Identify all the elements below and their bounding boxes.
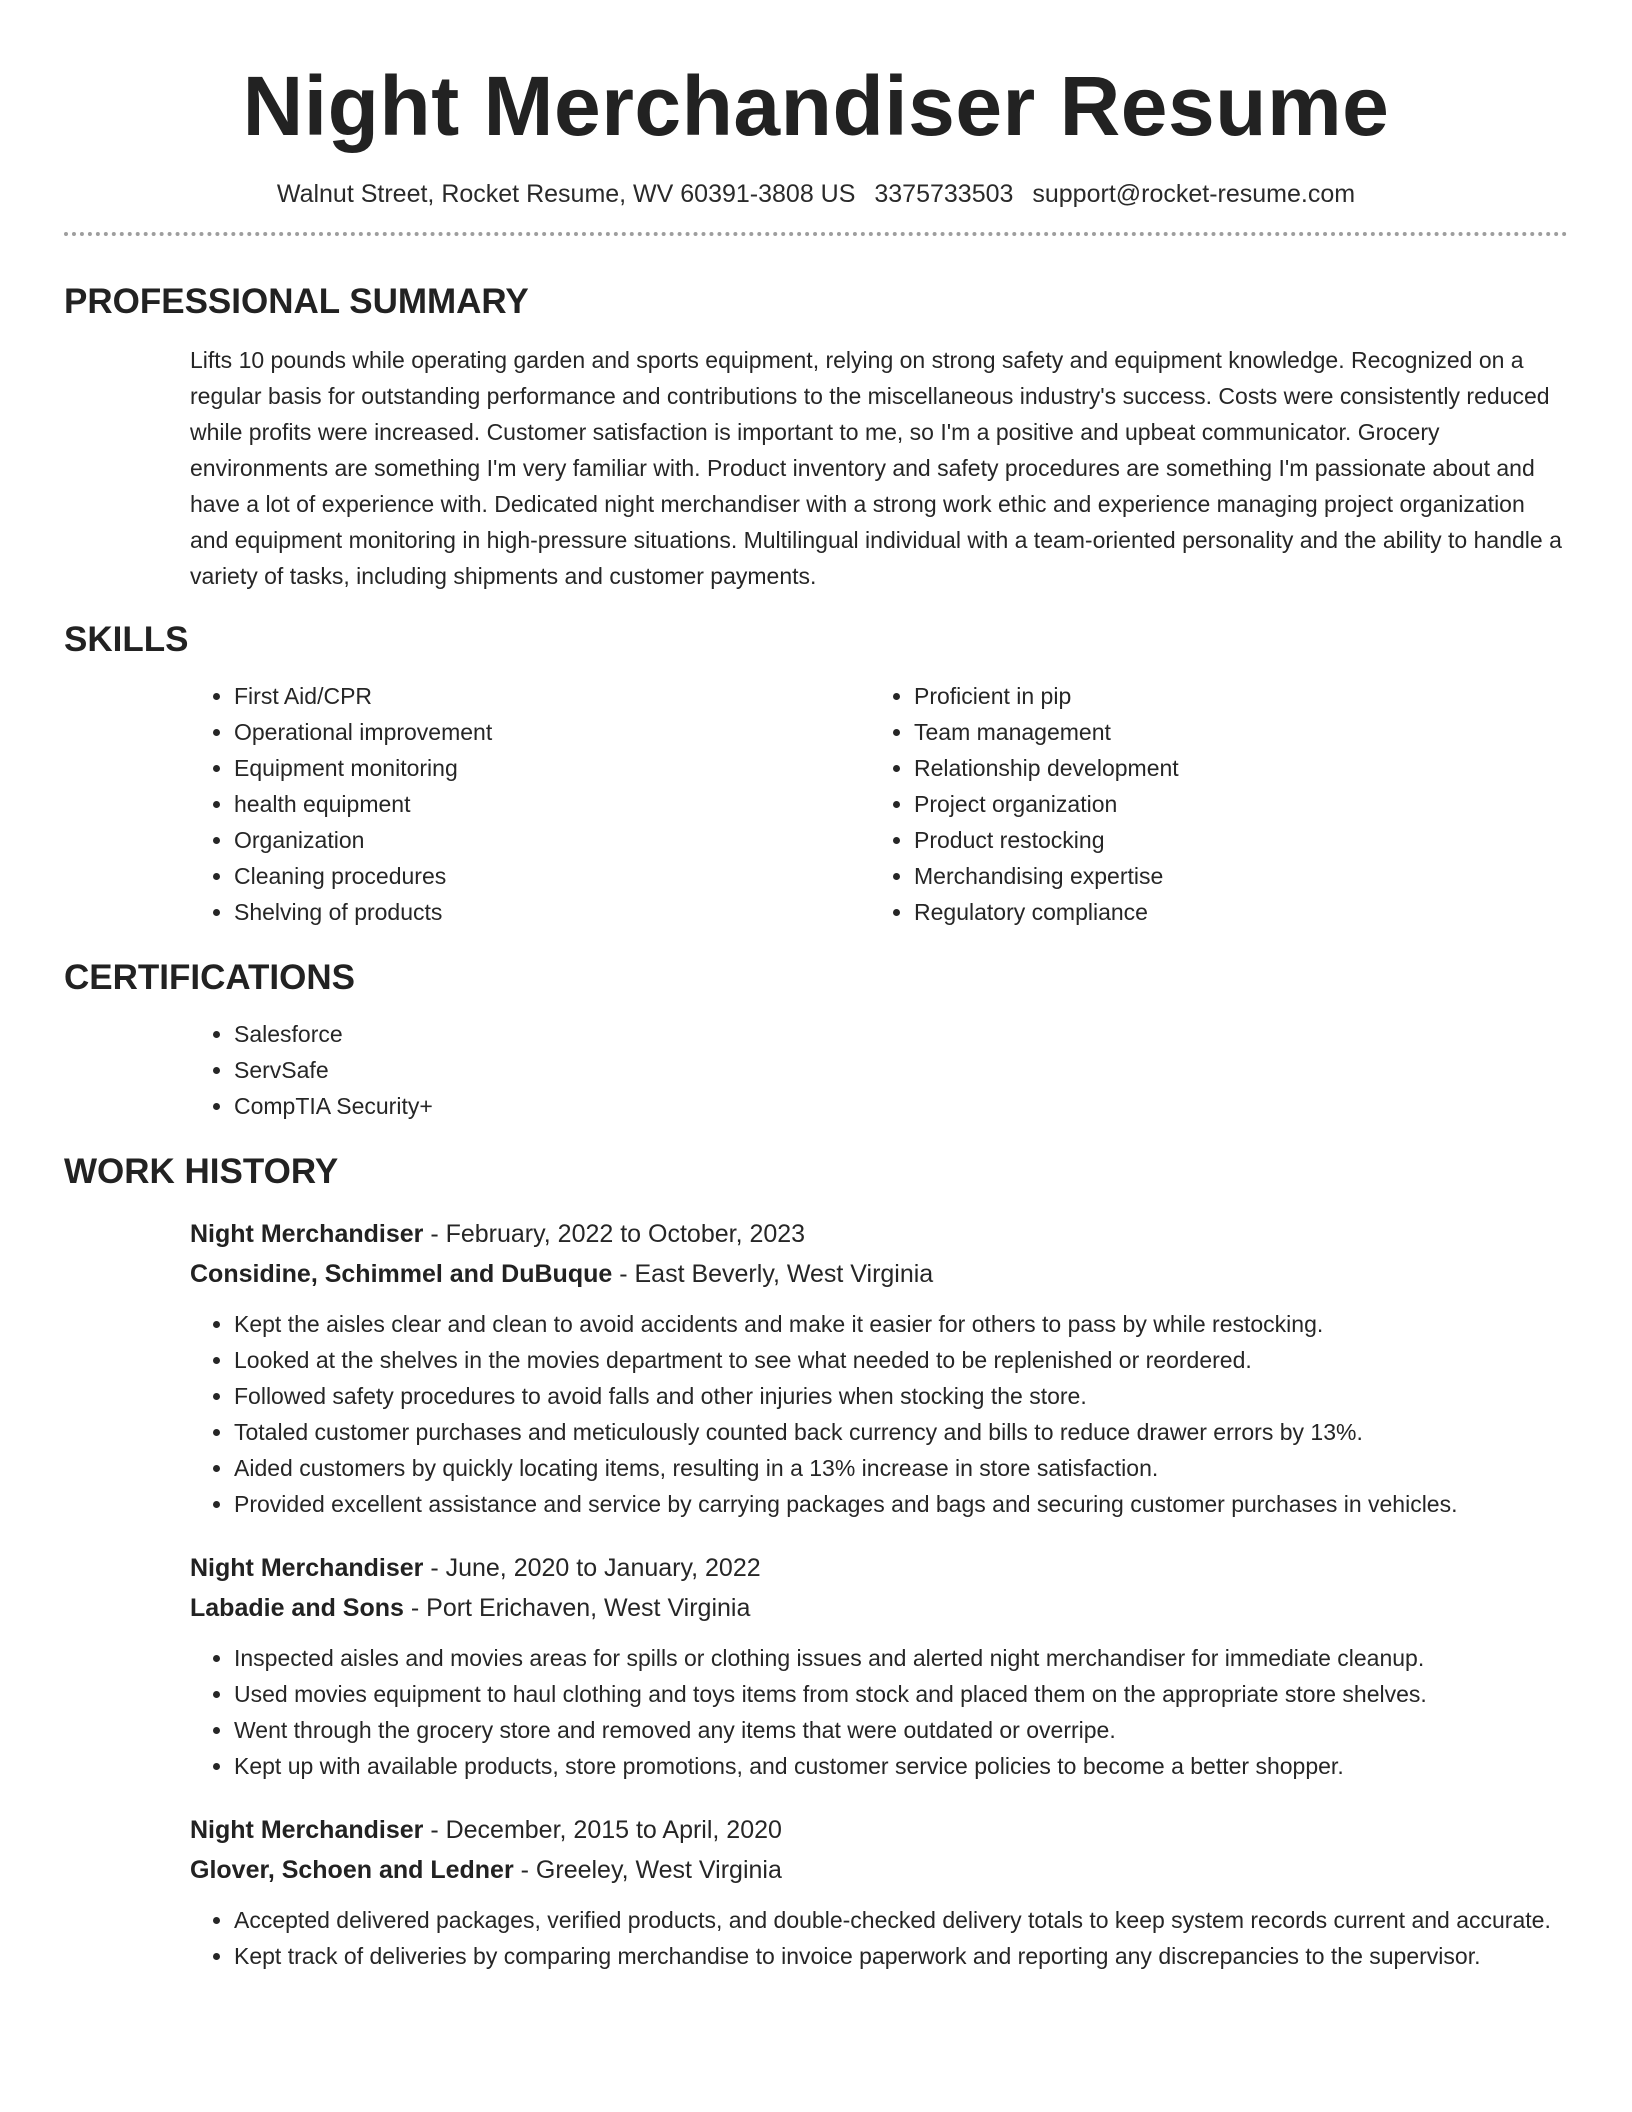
certifications-block: [190, 1016, 1568, 1124]
certifications-list: [190, 1016, 1568, 1124]
job-bullet: • Kept track of deliveries by comparing merchandise to invoice paperwork and reporting any discrepancies to the supervisor.: [234, 1938, 1568, 1974]
skill-item: • Operational improvement: [234, 714, 870, 750]
job-bullet: • Aided customers by quickly locating items, resulting in a 13% increase in store satisfaction.: [234, 1450, 1568, 1486]
job-dates: December, 2015 to April, 2020: [445, 1816, 782, 1844]
skills-list-left: [190, 678, 870, 930]
work-history-heading: WORK HISTORY: [64, 1152, 339, 1191]
job-dates: June, 2020 to January, 2022: [445, 1554, 761, 1582]
resume-title: Night Merchandiser Resume: [242, 59, 1390, 153]
job-company: Glover, Schoen and Ledner: [190, 1856, 514, 1884]
job-role: Night Merchandiser: [190, 1816, 424, 1844]
job-location: Greeley, West Virginia: [535, 1856, 782, 1884]
job-bullet: • Provided excellent assistance and service by carrying packages and bags and securing customer purchases in vehicles.: [234, 1486, 1568, 1522]
resume-page: [64, 0, 1568, 1974]
contact-line: [64, 178, 1568, 210]
job-company-line: Labadie and Sons - Port Erichaven, West Virginia: [190, 1594, 751, 1622]
job-bullet: • Totaled customer purchases and meticulously counted back currency and bills to reduce drawer errors by 13%.: [234, 1414, 1568, 1450]
skills-list-right: [870, 678, 1550, 930]
job-company-line: Considine, Schimmel and DuBuque - East Beverly, West Virginia: [190, 1260, 934, 1288]
job-bullets: [190, 1640, 1568, 1784]
job-entry: [190, 1548, 1568, 1784]
certification-item: • Salesforce: [234, 1016, 1568, 1052]
header-divider: [64, 232, 1568, 236]
contact-email: support@rocket-resume.com: [1032, 180, 1356, 208]
certifications-section: [64, 956, 1568, 1124]
contact-phone: 3375733503: [874, 180, 1014, 208]
skill-item: • Organization: [234, 822, 870, 858]
skill-item: • Shelving of products: [234, 894, 870, 930]
job-bullets: [190, 1902, 1568, 1974]
job-role: Night Merchandiser: [190, 1554, 424, 1582]
job-bullet: • Kept up with available products, store promotions, and customer service policies to become a better shopper.: [234, 1748, 1568, 1784]
skills-section: [64, 618, 1568, 930]
summary-heading: PROFESSIONAL SUMMARY: [64, 282, 529, 321]
contact-address: Walnut Street, Rocket Resume, WV 60391-3808 US: [276, 180, 856, 208]
skill-item: • First Aid/CPR: [234, 678, 870, 714]
jobs-container: [190, 1214, 1568, 1974]
job-bullet: • Followed safety procedures to avoid falls and other injuries when stocking the store.: [234, 1378, 1568, 1414]
job-bullet: • Accepted delivered packages, verified products, and double-checked delivery totals to keep system records current and accurate.: [234, 1902, 1568, 1938]
job-role: Night Merchandiser: [190, 1220, 424, 1248]
job-company-line: Glover, Schoen and Ledner - Greeley, West Virginia: [190, 1856, 782, 1884]
skill-item: • health equipment: [234, 786, 870, 822]
skills-grid: [190, 678, 1568, 930]
skill-item: • Regulatory compliance: [914, 894, 1550, 930]
job-location: Port Erichaven, West Virginia: [426, 1594, 751, 1622]
summary-text: Lifts 10 pounds while operating garden and sports equipment, relying on strong safety and equipment knowledge. Recognized on a regular basis for outstanding performance and contributions to the miscellaneous industry's success. Costs were consistently reduced while profits were increased. Customer satisfaction is important to me, so I'm a positive and upbeat communicator. Grocery environments are something I'm very familiar with. Product inventory and safety procedures are something I'm passionate about and have a lot of experience with. Dedicated night merchandiser with a strong work ethic and experience managing project organization and equipment monitoring in high-pressure situations. Multilingual individual with a team-oriented personality and the ability to handle a variety of tasks, including shipments and customer payments.: [190, 347, 1562, 589]
job-bullets: [190, 1306, 1568, 1522]
job-bullet: • Looked at the shelves in the movies department to see what needed to be replenished or reordered.: [234, 1342, 1568, 1378]
work-history-section: [64, 1150, 1568, 1974]
summary-section: [64, 280, 1568, 594]
skill-item: • Project organization: [914, 786, 1550, 822]
skill-item: • Cleaning procedures: [234, 858, 870, 894]
job-location: East Beverly, West Virginia: [634, 1260, 934, 1288]
job-bullet: • Inspected aisles and movies areas for spills or clothing issues and alerted night merchandiser for immediate cleanup.: [234, 1640, 1568, 1676]
skill-item: • Equipment monitoring: [234, 750, 870, 786]
job-bullet: • Went through the grocery store and removed any items that were outdated or overripe.: [234, 1712, 1568, 1748]
skills-column-left: [190, 678, 870, 930]
skills-heading: SKILLS: [64, 620, 189, 659]
job-entry: [190, 1214, 1568, 1522]
job-title-line: Night Merchandiser - February, 2022 to October, 2023: [190, 1220, 806, 1248]
skill-item: • Merchandising expertise: [914, 858, 1550, 894]
skills-column-right: [870, 678, 1550, 930]
job-title-line: Night Merchandiser - June, 2020 to January, 2022: [190, 1554, 761, 1582]
job-title-line: Night Merchandiser - December, 2015 to April, 2020: [190, 1816, 782, 1844]
certification-item: • CompTIA Security+: [234, 1088, 1568, 1124]
job-company: Considine, Schimmel and DuBuque: [190, 1260, 613, 1288]
skill-item: • Product restocking: [914, 822, 1550, 858]
job-company: Labadie and Sons: [190, 1594, 404, 1622]
job-bullet: • Kept the aisles clear and clean to avoid accidents and make it easier for others to pass by while restocking.: [234, 1306, 1568, 1342]
certification-item: • ServSafe: [234, 1052, 1568, 1088]
skill-item: • Proficient in pip: [914, 678, 1550, 714]
certifications-heading: CERTIFICATIONS: [64, 958, 356, 997]
job-bullet: • Used movies equipment to haul clothing and toys items from stock and placed them on the appropriate store shelves.: [234, 1676, 1568, 1712]
skill-item: • Relationship development: [914, 750, 1550, 786]
job-entry: [190, 1810, 1568, 1974]
skill-item: • Team management: [914, 714, 1550, 750]
job-dates: February, 2022 to October, 2023: [445, 1220, 806, 1248]
